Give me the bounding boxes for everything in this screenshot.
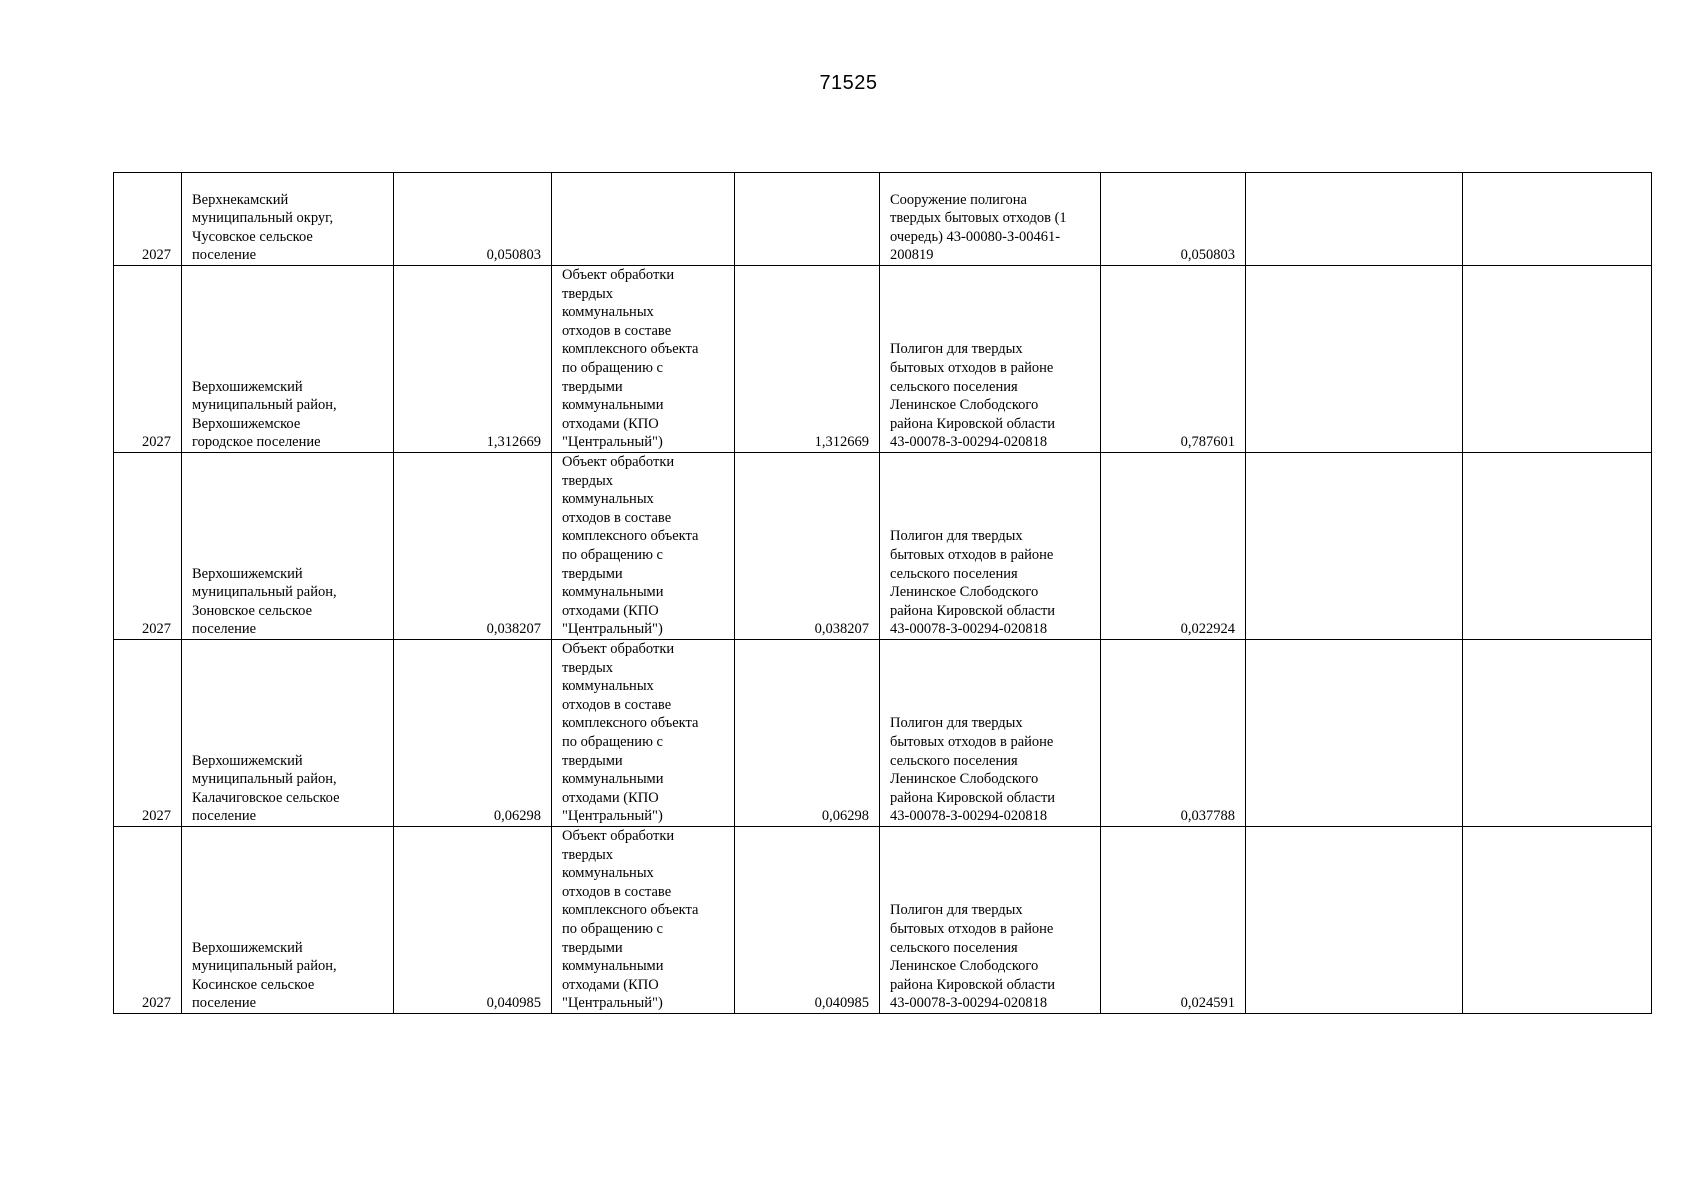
processing-amount-cell: 0,038207 [735, 453, 880, 640]
disposal-amount-cell: 0,024591 [1101, 827, 1246, 1014]
disposal-object-cell: Полигон для твердых бытовых отходов в районе сельского поселения Ленинское Слободского района Кировской области 43-00078-З-00294-020818 [880, 453, 1101, 640]
extra-cell-1 [1246, 827, 1463, 1014]
table-row [114, 640, 1652, 827]
total-amount-cell: 1,312669 [394, 266, 552, 453]
extra-cell-1 [1246, 173, 1463, 266]
table-row [114, 173, 1652, 266]
processing-object-cell: Объект обработки твердых коммунальных отходов в составе комплексного объекта по обращению с твердыми коммунальными отходами (КПО "Центральный") [552, 827, 735, 1014]
year-cell: 2027 [114, 453, 182, 640]
processing-object-cell: Объект обработки твердых коммунальных отходов в составе комплексного объекта по обращению с твердыми коммунальными отходами (КПО "Центральный") [552, 266, 735, 453]
municipality-cell: Верхошижемский муниципальный район, Калачиговское сельское поселение [182, 640, 394, 827]
municipality-cell: Верхошижемский муниципальный район, Верхошижемское городское поселение [182, 266, 394, 453]
table-row [114, 827, 1652, 1014]
extra-cell-2 [1463, 266, 1652, 453]
extra-cell-2 [1463, 173, 1652, 266]
extra-cell-1 [1246, 266, 1463, 453]
municipality-cell: Верхнекамский муниципальный округ, Чусовское сельское поселение [182, 173, 394, 266]
table-row [114, 266, 1652, 453]
disposal-object-cell: Сооружение полигона твердых бытовых отходов (1 очередь) 43-00080-З-00461- 200819 [880, 173, 1101, 266]
year-cell: 2027 [114, 266, 182, 453]
extra-cell-2 [1463, 827, 1652, 1014]
processing-object-cell: Объект обработки твердых коммунальных отходов в составе комплексного объекта по обращению с твердыми коммунальными отходами (КПО "Центральный") [552, 640, 735, 827]
extra-cell-1 [1246, 453, 1463, 640]
disposal-amount-cell: 0,022924 [1101, 453, 1246, 640]
processing-amount-cell: 0,040985 [735, 827, 880, 1014]
disposal-object-cell: Полигон для твердых бытовых отходов в районе сельского поселения Ленинское Слободского района Кировской области 43-00078-З-00294-020818 [880, 266, 1101, 453]
table-row [114, 453, 1652, 640]
processing-amount-cell: 0,06298 [735, 640, 880, 827]
processing-amount-cell: 1,312669 [735, 266, 880, 453]
disposal-amount-cell: 0,787601 [1101, 266, 1246, 453]
waste-flow-table [113, 172, 1652, 1014]
disposal-amount-cell: 0,050803 [1101, 173, 1246, 266]
extra-cell-2 [1463, 453, 1652, 640]
year-cell: 2027 [114, 827, 182, 1014]
total-amount-cell: 0,050803 [394, 173, 552, 266]
extra-cell-2 [1463, 640, 1652, 827]
municipality-cell: Верхошижемский муниципальный район, Косинское сельское поселение [182, 827, 394, 1014]
municipality-cell: Верхошижемский муниципальный район, Зоновское сельское поселение [182, 453, 394, 640]
page-number: 71525 [819, 72, 878, 94]
total-amount-cell: 0,040985 [394, 827, 552, 1014]
disposal-amount-cell: 0,037788 [1101, 640, 1246, 827]
total-amount-cell: 0,06298 [394, 640, 552, 827]
year-cell: 2027 [114, 640, 182, 827]
processing-object-cell [552, 173, 735, 266]
disposal-object-cell: Полигон для твердых бытовых отходов в районе сельского поселения Ленинское Слободского района Кировской области 43-00078-З-00294-020818 [880, 827, 1101, 1014]
year-cell: 2027 [114, 173, 182, 266]
total-amount-cell: 0,038207 [394, 453, 552, 640]
processing-object-cell: Объект обработки твердых коммунальных отходов в составе комплексного объекта по обращению с твердыми коммунальными отходами (КПО "Центральный") [552, 453, 735, 640]
disposal-object-cell: Полигон для твердых бытовых отходов в районе сельского поселения Ленинское Слободского района Кировской области 43-00078-З-00294-020818 [880, 640, 1101, 827]
extra-cell-1 [1246, 640, 1463, 827]
processing-amount-cell [735, 173, 880, 266]
